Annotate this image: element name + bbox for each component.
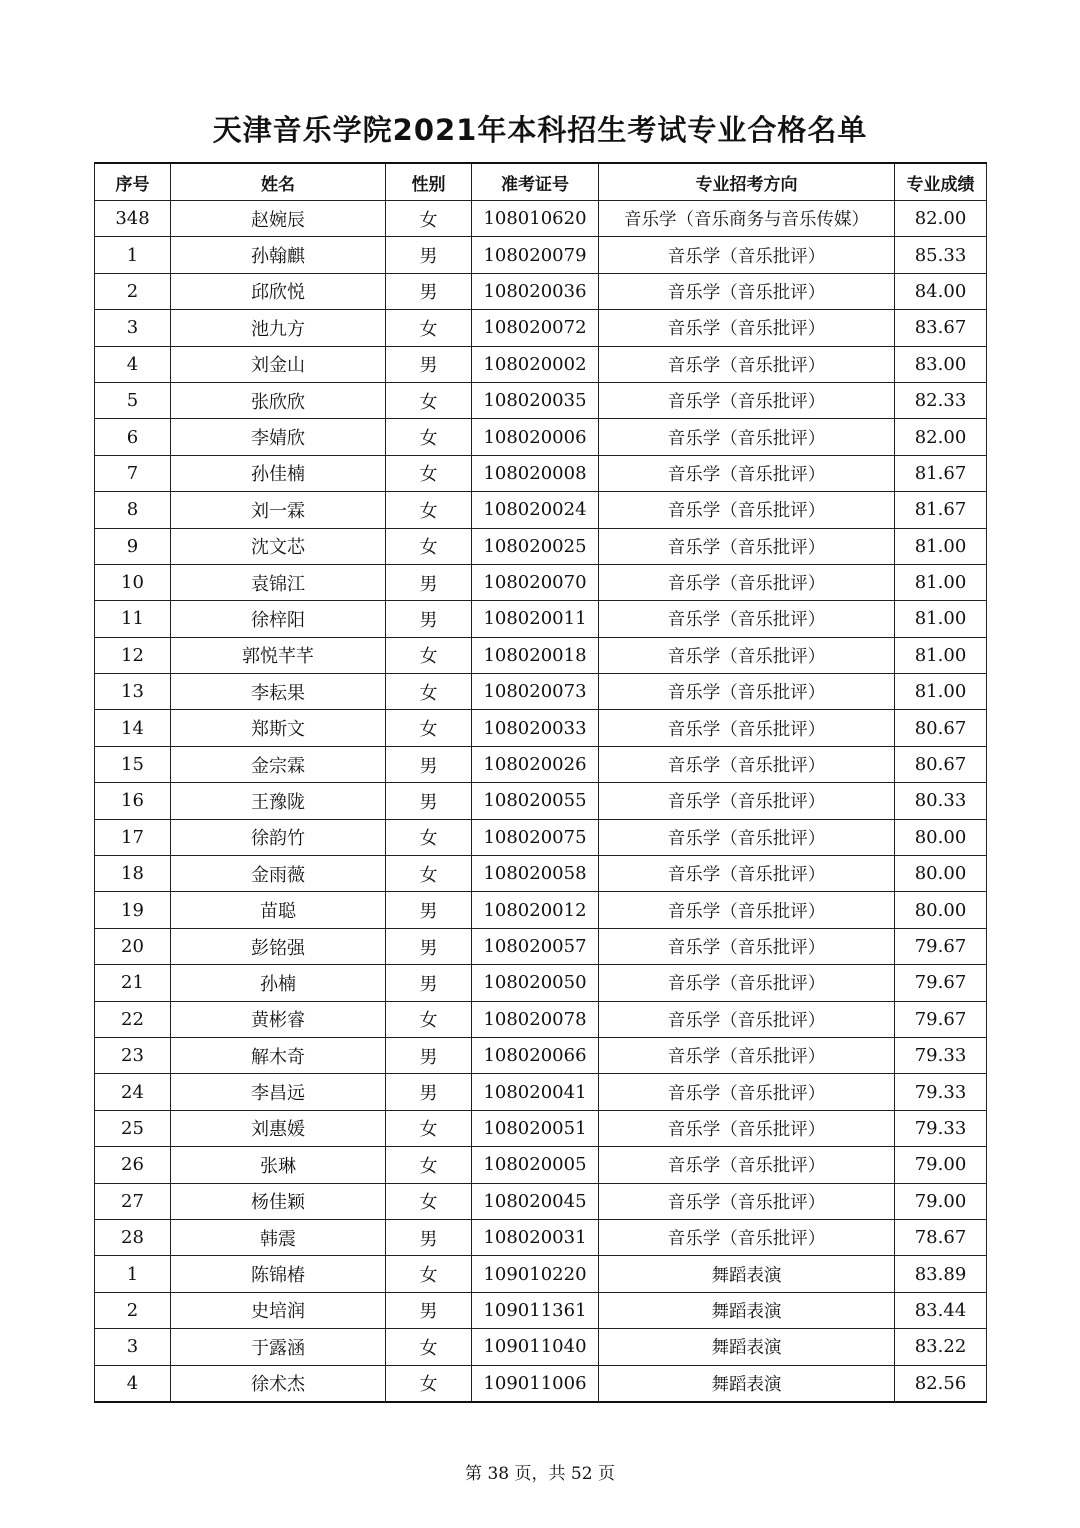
cell-direction: 音乐学（音乐批评）	[599, 1183, 895, 1219]
table-row	[95, 346, 987, 382]
table-row	[95, 1001, 987, 1037]
cell-gender: 女	[386, 637, 472, 673]
cell-serial: 27	[95, 1183, 171, 1219]
cell-gender: 男	[386, 783, 472, 819]
cell-exam-id: 108020055	[472, 783, 599, 819]
cell-serial: 24	[95, 1074, 171, 1110]
cell-gender: 女	[386, 201, 472, 237]
cell-exam-id: 108020026	[472, 746, 599, 782]
footer-total-pages: 52	[570, 1464, 593, 1484]
table-row	[95, 1292, 987, 1328]
cell-name: 徐梓阳	[171, 601, 386, 637]
table-row	[95, 856, 987, 892]
footer-page-number: 38	[487, 1464, 510, 1484]
cell-score: 79.00	[895, 1183, 987, 1219]
cell-score: 82.33	[895, 382, 987, 418]
cell-gender: 女	[386, 492, 472, 528]
table-row	[95, 783, 987, 819]
table-row	[95, 746, 987, 782]
cell-serial: 1	[95, 237, 171, 273]
table-row	[95, 965, 987, 1001]
cell-serial: 16	[95, 783, 171, 819]
cell-direction: 音乐学（音乐批评）	[599, 674, 895, 710]
cell-gender: 男	[386, 1292, 472, 1328]
table-row	[95, 1074, 987, 1110]
cell-exam-id: 108020066	[472, 1037, 599, 1073]
cell-exam-id: 108010620	[472, 201, 599, 237]
cell-name: 刘惠媛	[171, 1110, 386, 1146]
table-row	[95, 1256, 987, 1292]
cell-score: 80.67	[895, 710, 987, 746]
cell-serial: 11	[95, 601, 171, 637]
cell-score: 79.33	[895, 1037, 987, 1073]
table-row	[95, 601, 987, 637]
cell-direction: 音乐学（音乐批评）	[599, 746, 895, 782]
cell-score: 81.00	[895, 528, 987, 564]
cell-score: 81.00	[895, 637, 987, 673]
cell-direction: 舞蹈表演	[599, 1256, 895, 1292]
cell-gender: 男	[386, 1074, 472, 1110]
cell-exam-id: 108020035	[472, 382, 599, 418]
cell-direction: 音乐学（音乐批评）	[599, 419, 895, 455]
cell-score: 83.22	[895, 1329, 987, 1365]
cell-direction: 音乐学（音乐批评）	[599, 1219, 895, 1255]
cell-serial: 25	[95, 1110, 171, 1146]
cell-serial: 4	[95, 346, 171, 382]
table-row	[95, 382, 987, 418]
table-row	[95, 455, 987, 491]
table-row	[95, 564, 987, 600]
cell-direction: 音乐学（音乐批评）	[599, 528, 895, 564]
cell-serial: 13	[95, 674, 171, 710]
cell-direction: 音乐学（音乐批评）	[599, 892, 895, 928]
cell-exam-id: 108020072	[472, 310, 599, 346]
cell-name: 于露涵	[171, 1329, 386, 1365]
cell-direction: 音乐学（音乐批评）	[599, 965, 895, 1001]
cell-score: 81.00	[895, 564, 987, 600]
cell-direction: 音乐学（音乐批评）	[599, 928, 895, 964]
cell-serial: 6	[95, 419, 171, 455]
cell-serial: 18	[95, 856, 171, 892]
table-row	[95, 201, 987, 237]
cell-name: 池九方	[171, 310, 386, 346]
cell-name: 郭悦芊芊	[171, 637, 386, 673]
cell-direction: 音乐学（音乐批评）	[599, 783, 895, 819]
cell-direction: 音乐学（音乐批评）	[599, 382, 895, 418]
cell-score: 83.89	[895, 1256, 987, 1292]
cell-score: 83.67	[895, 310, 987, 346]
cell-name: 韩震	[171, 1219, 386, 1255]
cell-name: 金雨薇	[171, 856, 386, 892]
cell-exam-id: 108020058	[472, 856, 599, 892]
cell-name: 李昌远	[171, 1074, 386, 1110]
cell-serial: 4	[95, 1365, 171, 1402]
cell-score: 80.00	[895, 892, 987, 928]
cell-gender: 男	[386, 1037, 472, 1073]
cell-direction: 音乐学（音乐批评）	[599, 1001, 895, 1037]
cell-gender: 女	[386, 710, 472, 746]
header-name: 姓名	[171, 163, 386, 201]
cell-exam-id: 108020012	[472, 892, 599, 928]
cell-direction: 音乐学（音乐批评）	[599, 492, 895, 528]
table-row	[95, 819, 987, 855]
cell-direction: 音乐学（音乐批评）	[599, 637, 895, 673]
cell-name: 沈文芯	[171, 528, 386, 564]
cell-serial: 12	[95, 637, 171, 673]
cell-gender: 男	[386, 346, 472, 382]
cell-serial: 26	[95, 1147, 171, 1183]
cell-name: 李婧欣	[171, 419, 386, 455]
cell-exam-id: 108020041	[472, 1074, 599, 1110]
cell-gender: 女	[386, 419, 472, 455]
cell-serial: 23	[95, 1037, 171, 1073]
cell-score: 79.00	[895, 1147, 987, 1183]
header-exam-id: 准考证号	[472, 163, 599, 201]
cell-serial: 2	[95, 1292, 171, 1328]
header-serial: 序号	[95, 163, 171, 201]
footer-suffix: 页	[597, 1464, 615, 1484]
cell-name: 孙楠	[171, 965, 386, 1001]
cell-exam-id: 108020005	[472, 1147, 599, 1183]
cell-serial: 5	[95, 382, 171, 418]
cell-gender: 男	[386, 564, 472, 600]
cell-serial: 20	[95, 928, 171, 964]
cell-score: 84.00	[895, 273, 987, 309]
cell-serial: 14	[95, 710, 171, 746]
table-row	[95, 1147, 987, 1183]
cell-gender: 女	[386, 1329, 472, 1365]
cell-score: 82.00	[895, 419, 987, 455]
cell-serial: 10	[95, 564, 171, 600]
cell-score: 83.00	[895, 346, 987, 382]
cell-gender: 男	[386, 273, 472, 309]
cell-name: 彭铭强	[171, 928, 386, 964]
cell-name: 苗聪	[171, 892, 386, 928]
cell-serial: 9	[95, 528, 171, 564]
cell-serial: 3	[95, 310, 171, 346]
cell-score: 79.67	[895, 965, 987, 1001]
table-row	[95, 237, 987, 273]
cell-gender: 女	[386, 382, 472, 418]
cell-gender: 男	[386, 601, 472, 637]
table-row	[95, 637, 987, 673]
cell-exam-id: 108020073	[472, 674, 599, 710]
cell-exam-id: 108020070	[472, 564, 599, 600]
cell-exam-id: 109010220	[472, 1256, 599, 1292]
cell-score: 81.67	[895, 492, 987, 528]
cell-direction: 音乐学（音乐批评）	[599, 601, 895, 637]
table-row	[95, 492, 987, 528]
cell-gender: 男	[386, 928, 472, 964]
cell-direction: 音乐学（音乐批评）	[599, 1037, 895, 1073]
cell-serial: 22	[95, 1001, 171, 1037]
cell-gender: 男	[386, 892, 472, 928]
page-title: 天津音乐学院2021年本科招生考试专业合格名单	[212, 113, 868, 147]
cell-exam-id: 109011040	[472, 1329, 599, 1365]
cell-gender: 女	[386, 674, 472, 710]
cell-serial: 21	[95, 965, 171, 1001]
cell-direction: 音乐学（音乐批评）	[599, 273, 895, 309]
cell-exam-id: 108020050	[472, 965, 599, 1001]
cell-gender: 女	[386, 1365, 472, 1402]
admission-list-table	[94, 162, 987, 1403]
table-body	[95, 201, 987, 1402]
cell-name: 陈锦椿	[171, 1256, 386, 1292]
cell-exam-id: 108020075	[472, 819, 599, 855]
cell-gender: 女	[386, 310, 472, 346]
cell-serial: 3	[95, 1329, 171, 1365]
cell-gender: 女	[386, 455, 472, 491]
cell-name: 王豫陇	[171, 783, 386, 819]
cell-gender: 女	[386, 1256, 472, 1292]
cell-name: 解木奇	[171, 1037, 386, 1073]
cell-exam-id: 108020057	[472, 928, 599, 964]
cell-exam-id: 108020051	[472, 1110, 599, 1146]
cell-direction: 音乐学（音乐批评）	[599, 1147, 895, 1183]
cell-direction: 音乐学（音乐批评）	[599, 455, 895, 491]
cell-score: 79.67	[895, 928, 987, 964]
cell-gender: 男	[386, 1219, 472, 1255]
cell-name: 杨佳颖	[171, 1183, 386, 1219]
cell-score: 79.67	[895, 1001, 987, 1037]
cell-gender: 男	[386, 965, 472, 1001]
cell-exam-id: 108020025	[472, 528, 599, 564]
page-footer	[0, 1460, 1080, 1488]
cell-gender: 女	[386, 1183, 472, 1219]
cell-serial: 7	[95, 455, 171, 491]
cell-exam-id: 108020078	[472, 1001, 599, 1037]
cell-serial: 8	[95, 492, 171, 528]
cell-gender: 男	[386, 746, 472, 782]
cell-direction: 音乐学（音乐批评）	[599, 310, 895, 346]
cell-direction: 音乐学（音乐批评）	[599, 819, 895, 855]
cell-direction: 舞蹈表演	[599, 1365, 895, 1402]
cell-gender: 女	[386, 1147, 472, 1183]
table-row	[95, 1110, 987, 1146]
cell-name: 李耘果	[171, 674, 386, 710]
cell-name: 邱欣悦	[171, 273, 386, 309]
cell-direction: 舞蹈表演	[599, 1292, 895, 1328]
cell-serial: 1	[95, 1256, 171, 1292]
cell-serial: 15	[95, 746, 171, 782]
table-row	[95, 928, 987, 964]
cell-exam-id: 108020079	[472, 237, 599, 273]
cell-direction: 音乐学（音乐批评）	[599, 856, 895, 892]
cell-name: 孙翰麒	[171, 237, 386, 273]
cell-score: 80.00	[895, 819, 987, 855]
cell-name: 孙佳楠	[171, 455, 386, 491]
cell-name: 史培润	[171, 1292, 386, 1328]
cell-serial: 17	[95, 819, 171, 855]
cell-exam-id: 109011361	[472, 1292, 599, 1328]
cell-direction: 音乐学（音乐批评）	[599, 346, 895, 382]
header-gender: 性别	[386, 163, 472, 201]
cell-name: 郑斯文	[171, 710, 386, 746]
table-row	[95, 710, 987, 746]
cell-exam-id: 109011006	[472, 1365, 599, 1402]
cell-direction: 音乐学（音乐批评）	[599, 1074, 895, 1110]
cell-exam-id: 108020002	[472, 346, 599, 382]
cell-score: 78.67	[895, 1219, 987, 1255]
cell-name: 黄彬睿	[171, 1001, 386, 1037]
cell-gender: 女	[386, 1001, 472, 1037]
cell-exam-id: 108020018	[472, 637, 599, 673]
cell-score: 80.67	[895, 746, 987, 782]
cell-score: 85.33	[895, 237, 987, 273]
cell-serial: 19	[95, 892, 171, 928]
cell-serial: 28	[95, 1219, 171, 1255]
cell-score: 80.00	[895, 856, 987, 892]
table-row	[95, 419, 987, 455]
cell-serial: 348	[95, 201, 171, 237]
cell-name: 刘金山	[171, 346, 386, 382]
cell-exam-id: 108020008	[472, 455, 599, 491]
cell-score: 83.44	[895, 1292, 987, 1328]
cell-direction: 音乐学（音乐批评）	[599, 710, 895, 746]
cell-name: 刘一霖	[171, 492, 386, 528]
cell-gender: 女	[386, 856, 472, 892]
cell-name: 徐术杰	[171, 1365, 386, 1402]
cell-gender: 女	[386, 528, 472, 564]
cell-exam-id: 108020024	[472, 492, 599, 528]
cell-serial: 2	[95, 273, 171, 309]
cell-exam-id: 108020033	[472, 710, 599, 746]
cell-direction: 音乐学（音乐商务与音乐传媒）	[599, 201, 895, 237]
table-row	[95, 273, 987, 309]
cell-direction: 舞蹈表演	[599, 1329, 895, 1365]
table-row	[95, 1183, 987, 1219]
cell-score: 80.33	[895, 783, 987, 819]
cell-exam-id: 108020031	[472, 1219, 599, 1255]
cell-score: 81.00	[895, 601, 987, 637]
cell-name: 张琳	[171, 1147, 386, 1183]
table-row	[95, 892, 987, 928]
cell-name: 赵婉辰	[171, 201, 386, 237]
cell-gender: 女	[386, 819, 472, 855]
cell-direction: 音乐学（音乐批评）	[599, 237, 895, 273]
cell-name: 徐韵竹	[171, 819, 386, 855]
cell-gender: 女	[386, 1110, 472, 1146]
cell-exam-id: 108020036	[472, 273, 599, 309]
table-header-row	[95, 163, 987, 201]
cell-direction: 音乐学（音乐批评）	[599, 564, 895, 600]
header-direction: 专业招考方向	[599, 163, 895, 201]
cell-score: 82.00	[895, 201, 987, 237]
table-row	[95, 1329, 987, 1365]
cell-exam-id: 108020006	[472, 419, 599, 455]
cell-name: 金宗霖	[171, 746, 386, 782]
cell-direction: 音乐学（音乐批评）	[599, 1110, 895, 1146]
table-row	[95, 1037, 987, 1073]
table-row	[95, 310, 987, 346]
cell-score: 82.56	[895, 1365, 987, 1402]
table-row	[95, 1365, 987, 1402]
table-row	[95, 674, 987, 710]
cell-score: 79.33	[895, 1074, 987, 1110]
cell-exam-id: 108020045	[472, 1183, 599, 1219]
cell-score: 81.67	[895, 455, 987, 491]
cell-score: 81.00	[895, 674, 987, 710]
table-row	[95, 1219, 987, 1255]
cell-exam-id: 108020011	[472, 601, 599, 637]
header-score: 专业成绩	[895, 163, 987, 201]
cell-gender: 男	[386, 237, 472, 273]
footer-prefix: 第	[465, 1464, 483, 1484]
cell-name: 张欣欣	[171, 382, 386, 418]
cell-name: 袁锦江	[171, 564, 386, 600]
cell-score: 79.33	[895, 1110, 987, 1146]
footer-middle: 页，共	[514, 1464, 566, 1484]
table-row	[95, 528, 987, 564]
